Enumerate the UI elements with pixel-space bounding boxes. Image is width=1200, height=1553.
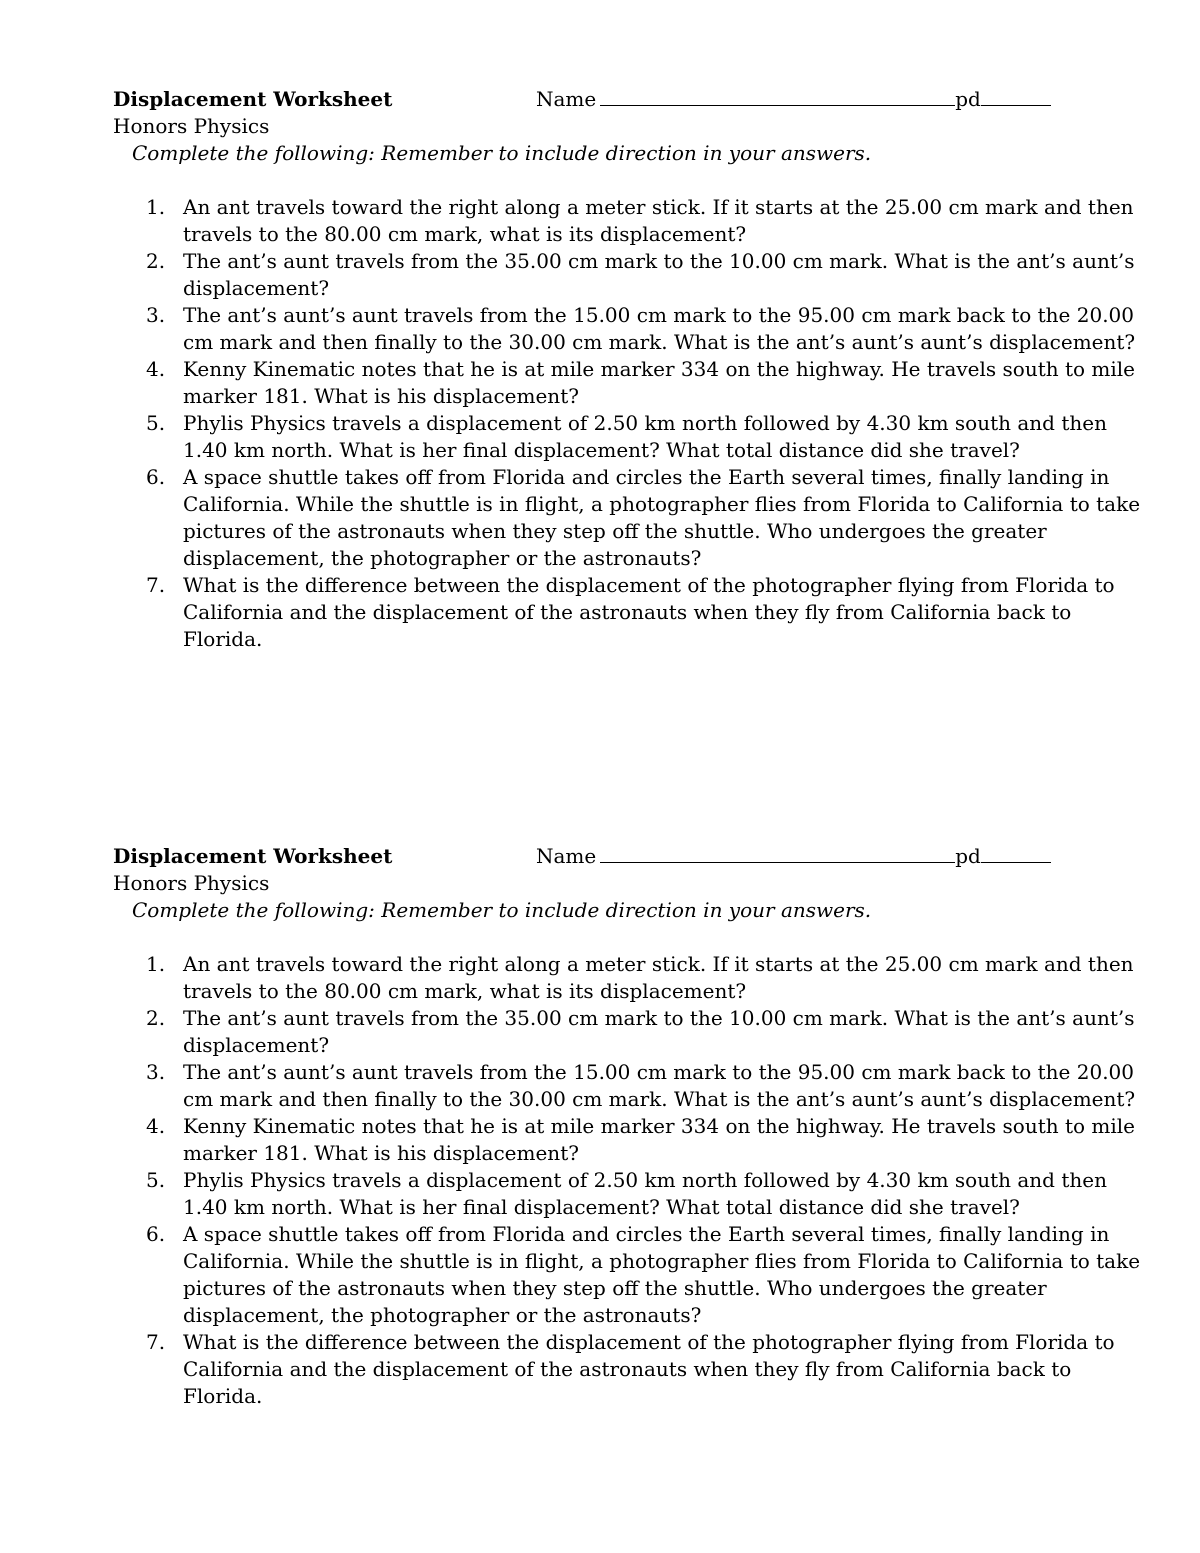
question-text: A space shuttle takes off from Florida and circles the Earth several times, finally landing in California. While the shuttle is in flight, a photographer flies from Florida to California to take pictures of the astronauts when they step off the shuttle. Who undergoes the greater displacement, the photographer or the astronauts? bbox=[183, 1222, 1141, 1327]
question-item bbox=[113, 1221, 1143, 1329]
name-label: Name bbox=[536, 87, 597, 111]
question-text: The ant’s aunt travels from the 35.00 cm mark to the 10.00 cm mark. What is the ant’s aunt’s displacement? bbox=[183, 1006, 1135, 1057]
question-text: An ant travels toward the right along a meter stick. If it starts at the 25.00 cm mark and then travels to the 80.00 cm mark, what is its displacement? bbox=[183, 952, 1134, 1003]
worksheet-header bbox=[113, 843, 1143, 870]
question-text: The ant’s aunt’s aunt travels from the 15.00 cm mark to the 95.00 cm mark back to the 20.00 cm mark and then finally to the 30.00 cm mark. What is the ant’s aunt’s aunt’s displacement? bbox=[183, 303, 1136, 354]
question-list bbox=[113, 951, 1143, 1410]
question-item bbox=[113, 464, 1143, 572]
question-number: 2. bbox=[146, 1006, 166, 1030]
pd-label: pd bbox=[955, 844, 981, 868]
question-number: 6. bbox=[146, 465, 166, 489]
question-text: A space shuttle takes off from Florida and circles the Earth several times, finally landing in California. While the shuttle is in flight, a photographer flies from Florida to California to take pictures of the astronauts when they step off the shuttle. Who undergoes the greater displacement, the photographer or the astronauts? bbox=[183, 465, 1141, 570]
question-number: 1. bbox=[146, 195, 166, 219]
question-item bbox=[113, 951, 1143, 1005]
question-item bbox=[113, 572, 1143, 653]
question-item bbox=[113, 248, 1143, 302]
pd-blank-line[interactable] bbox=[981, 843, 1051, 863]
question-item bbox=[113, 194, 1143, 248]
pd-label: pd bbox=[955, 87, 981, 111]
worksheet-top bbox=[113, 86, 1143, 653]
question-item bbox=[113, 356, 1143, 410]
course-subtitle: Honors Physics bbox=[113, 871, 270, 895]
question-list bbox=[113, 194, 1143, 653]
question-number: 3. bbox=[146, 303, 166, 327]
question-number: 2. bbox=[146, 249, 166, 273]
question-text: An ant travels toward the right along a meter stick. If it starts at the 25.00 cm mark and then travels to the 80.00 cm mark, what is its displacement? bbox=[183, 195, 1134, 246]
worksheet-title: Displacement Worksheet bbox=[113, 87, 393, 111]
pd-blank-line[interactable] bbox=[981, 86, 1051, 106]
instructions: Complete the following: Remember to include direction in your answers. bbox=[132, 141, 872, 165]
question-text: Kenny Kinematic notes that he is at mile marker 334 on the highway. He travels south to mile marker 181. What is his displacement? bbox=[183, 357, 1136, 408]
question-number: 3. bbox=[146, 1060, 166, 1084]
name-pd-fields bbox=[536, 843, 1051, 870]
question-number: 7. bbox=[146, 1330, 166, 1354]
question-text: The ant’s aunt travels from the 35.00 cm mark to the 10.00 cm mark. What is the ant’s aunt’s displacement? bbox=[183, 249, 1135, 300]
question-item bbox=[113, 1005, 1143, 1059]
question-number: 7. bbox=[146, 573, 166, 597]
question-item bbox=[113, 1167, 1143, 1221]
question-text: Kenny Kinematic notes that he is at mile marker 334 on the highway. He travels south to mile marker 181. What is his displacement? bbox=[183, 1114, 1136, 1165]
question-text: The ant’s aunt’s aunt travels from the 15.00 cm mark to the 95.00 cm mark back to the 20.00 cm mark and then finally to the 30.00 cm mark. What is the ant’s aunt’s aunt’s displacement? bbox=[183, 1060, 1136, 1111]
question-text: Phylis Physics travels a displacement of 2.50 km north followed by 4.30 km south and then 1.40 km north. What is her final displacement? What total distance did she travel? bbox=[183, 411, 1107, 462]
name-label: Name bbox=[536, 844, 597, 868]
worksheet-title: Displacement Worksheet bbox=[113, 844, 393, 868]
course-subtitle: Honors Physics bbox=[113, 114, 270, 138]
question-number: 5. bbox=[146, 411, 166, 435]
name-blank-line[interactable] bbox=[600, 843, 955, 863]
question-number: 4. bbox=[146, 357, 166, 381]
question-number: 6. bbox=[146, 1222, 166, 1246]
question-item bbox=[113, 302, 1143, 356]
question-item bbox=[113, 1329, 1143, 1410]
instructions: Complete the following: Remember to include direction in your answers. bbox=[132, 898, 872, 922]
question-number: 1. bbox=[146, 952, 166, 976]
question-item bbox=[113, 410, 1143, 464]
question-number: 4. bbox=[146, 1114, 166, 1138]
question-item bbox=[113, 1059, 1143, 1113]
worksheet-header bbox=[113, 86, 1143, 113]
question-text: Phylis Physics travels a displacement of 2.50 km north followed by 4.30 km south and then 1.40 km north. What is her final displacement? What total distance did she travel? bbox=[183, 1168, 1107, 1219]
name-blank-line[interactable] bbox=[600, 86, 955, 106]
question-item bbox=[113, 1113, 1143, 1167]
name-pd-fields bbox=[536, 86, 1051, 113]
question-text: What is the difference between the displacement of the photographer flying from Florida to California and the displacement of the astronauts when they fly from California back to Florida. bbox=[183, 573, 1115, 651]
worksheet-bottom bbox=[113, 843, 1143, 1410]
question-number: 5. bbox=[146, 1168, 166, 1192]
question-text: What is the difference between the displacement of the photographer flying from Florida to California and the displacement of the astronauts when they fly from California back to Florida. bbox=[183, 1330, 1115, 1408]
